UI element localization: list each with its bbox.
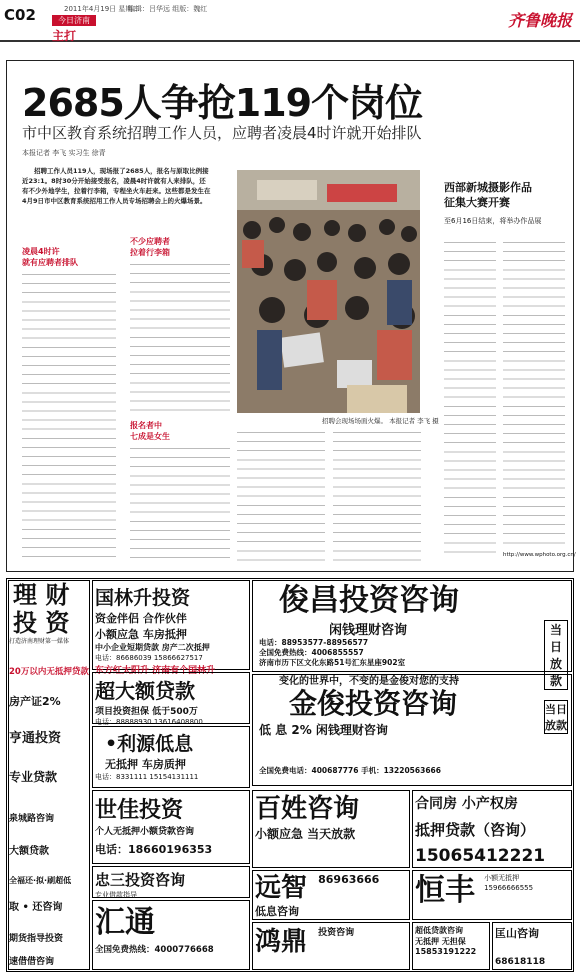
ad-liyuan-title: •利源低息	[105, 733, 194, 755]
photo-caption: 招聘会现场场面火爆。 本报记者 李飞 摄	[322, 417, 439, 425]
ad-zhuanye: 专业贷款	[9, 770, 58, 784]
ad-hongding-sub: 投资咨询	[318, 928, 355, 938]
ad-junchang-address: 济南市历下区文化东路51号汇东星座902室	[259, 658, 406, 667]
issue-date: 2011年4月19日 星期二	[64, 5, 140, 13]
ad-chaodae-sub: 项目投资担保 低于500万	[95, 707, 198, 717]
ad-zhongsan-title: 忠三投资咨询	[95, 871, 186, 889]
ad-kuangshan	[492, 922, 572, 970]
ad-fangchan: 房产证2%	[9, 695, 61, 708]
col2-body-text	[130, 262, 230, 417]
newspaper-logo: 齐鲁晚报	[507, 11, 572, 30]
col3-body-text	[237, 430, 325, 562]
ad-chaodae-phone: 电话：88888930 13616408800	[95, 718, 203, 726]
ad-zhongsan-sub: 专业借款指导	[95, 891, 137, 899]
ad-guolinsheng-phone: 电话：86686039 15866627517	[95, 654, 203, 662]
ad-guolinsheng-line2: 小额应急 车房抵押	[95, 628, 187, 641]
ad-title-licai: 理 财	[13, 581, 70, 609]
ad-hongding-title: 鸿鼎	[255, 927, 308, 957]
ad-junchang-phone: 电话：88953577-88956577	[259, 638, 369, 647]
col1-heading-2: 就有应聘者排队	[22, 258, 78, 267]
col4-body-text	[333, 430, 421, 562]
ad-baixing-sub: 小额应急 当天放款	[255, 827, 356, 841]
ad-shijia	[92, 790, 250, 864]
ad-kuangshan-phone: 68618118	[495, 957, 546, 967]
ad-jinjun-phone: 全国免费电话：400687776 手机：13220563666	[259, 766, 441, 775]
ad-hengtong: 亨通投资	[9, 731, 62, 746]
ad-liyuan	[92, 726, 250, 788]
col2-body-text-2	[130, 446, 230, 562]
ad-shijia-title: 世佳投资	[95, 798, 184, 823]
ad-hetongfang-phone: 15065412221	[415, 846, 546, 866]
col1-heading-1: 凌晨4时许	[22, 247, 60, 256]
ad-chaodae-title: 超大额贷款	[95, 679, 195, 703]
ad-shijia-sub: 个人无抵押小额贷款咨询	[95, 827, 195, 837]
ad-huitong-title: 汇通	[95, 905, 155, 940]
article-lead: 招聘工作人员119人，现场报了2685人，报名与原取比例接近23:1。8时30分开始接受报名，凌晨4时许就有人来排队，还有不少外地学生，拉着行李箱，专程坐火车赶来。这些都是发生在4月9日市中区教育系统招用工作人员专场招聘会上的火爆场景。	[22, 167, 211, 205]
col2-heading-4: 七成是女生	[130, 432, 170, 441]
ad-chaodi-sub: 无抵押 无担保	[415, 937, 466, 946]
ad-jinjun-title: 金俊投资咨询	[289, 687, 458, 720]
ad-shijia-phone: 电话：18660196353	[95, 843, 213, 856]
ad-zhongsan	[92, 866, 250, 898]
ad-junchang-title: 俊昌投资咨询	[279, 583, 459, 618]
ad-chaodi-phone: 15853191222	[415, 947, 477, 956]
ad-chaodae	[92, 672, 250, 724]
col2-heading-2: 拉着行李箱	[130, 248, 170, 257]
col2-heading-3: 报名者中	[130, 421, 162, 430]
ad-kuangshan-title: 匡山咨询	[495, 927, 539, 940]
ad-20wan: 20万以内无抵押贷款	[9, 667, 89, 677]
ad-hetongfang	[412, 790, 572, 868]
ad-guolinsheng	[92, 580, 250, 676]
column-label: 主打	[52, 29, 77, 43]
ad-junchang	[252, 580, 572, 672]
sidebar-col2-text	[503, 240, 565, 550]
ad-baixing-title: 百姓咨询	[255, 794, 360, 824]
ad-baixing	[252, 790, 410, 868]
article-title: 2685人争抢119个岗位	[22, 81, 423, 125]
ad-hetongfang-title: 合同房 小产权房	[415, 796, 518, 812]
ad-liyuan-phone: 电话：8331111 15154131111	[95, 773, 199, 781]
article-subtitle: 市中区教育系统招聘工作人员，应聘者凌晨4时许就开始排队	[22, 124, 422, 142]
col2-heading-1: 不少应聘者	[130, 237, 170, 246]
ad-guolinsheng-title: 国林升投资	[95, 587, 191, 609]
ad-huitong-hotline: 全国免费热线：4000776668	[95, 945, 214, 955]
ad-guolinsheng-line3: 中小企业短期贷款 房产二次抵押	[95, 643, 210, 652]
ad-hengfeng-sub: 小额无抵押	[484, 874, 520, 882]
ad-chaodi	[412, 922, 490, 970]
ad-junchang-sub: 闲钱理财咨询	[329, 623, 408, 638]
ad-column-left	[8, 580, 90, 970]
sidebar-title-2: 征集大赛开赛	[444, 196, 510, 209]
sidebar-title-1: 西部新城摄影作品	[444, 181, 532, 194]
ad-liyuan-sub: 无抵押 车房质押	[105, 758, 186, 771]
ad-hengfeng	[412, 870, 572, 920]
ad-jinjun	[252, 674, 572, 786]
ad-quanfu: 全福还·拟·刷超低	[9, 876, 72, 885]
ad-yuanzhi-title: 远智	[255, 873, 308, 903]
col1-body-text	[22, 272, 116, 562]
ad-yuanzhi-sub: 低息咨询	[255, 905, 299, 918]
sidebar-intro: 至6月16日结束，将举办作品展	[444, 217, 542, 225]
ad-jinjun-slogan: 变化的世界中，不变的是金俊对您的支持	[279, 676, 459, 687]
ad-dae: 大额贷款	[9, 846, 49, 857]
ad-chaodi-title: 超低贷款咨询	[415, 926, 463, 935]
ad-jinjun-sub: 低 息 2% 闲钱理财咨询	[259, 723, 388, 737]
ad-guolinsheng-line1: 资金伴侣 合作伙伴	[95, 612, 187, 625]
ad-quhuan: 取 • 还咨询	[9, 902, 63, 913]
ad-yuanzhi	[252, 870, 410, 920]
ad-hetongfang-sub: 抵押贷款（咨询）	[415, 821, 536, 839]
ad-huitong	[92, 900, 250, 970]
ad-guolinsheng-slogan: 东方红太阳升 济南有个国林升	[95, 666, 216, 676]
sidebar-url: http://www.wphoto.org.cn/	[503, 552, 576, 558]
crowd-photo	[237, 170, 420, 413]
ad-junchang-badge: 当日放款	[544, 620, 568, 690]
ad-qihuo: 期货指导投资	[9, 934, 64, 944]
ad-jinjun-badge: 当日放款	[544, 700, 568, 734]
sidebar-col1-text	[444, 240, 496, 558]
sidebar	[444, 180, 541, 226]
ad-hengfeng-phone: 15966666555	[484, 884, 534, 892]
ad-quancheng: 泉城路咨询	[9, 814, 55, 824]
page-number: C02	[4, 6, 36, 24]
editor-credit: 编辑：吕华远 组版：魏红	[128, 5, 208, 13]
ad-junchang-hotline: 全国免费热线：4006855557	[259, 648, 364, 657]
ad-sujiejie: 速借借咨询	[9, 957, 55, 967]
ad-hengfeng-title: 恒丰	[415, 873, 475, 908]
article-byline: 本报记者 李飞 实习生 徐青	[22, 149, 106, 157]
ad-slogan: 打造济南理财第一媒体	[9, 638, 70, 645]
ad-yuanzhi-phone: 86963666	[318, 873, 380, 886]
ad-title-touzi: 投 资	[13, 609, 70, 637]
ad-hongding	[252, 922, 410, 970]
section-label: 今日济南	[52, 15, 96, 26]
